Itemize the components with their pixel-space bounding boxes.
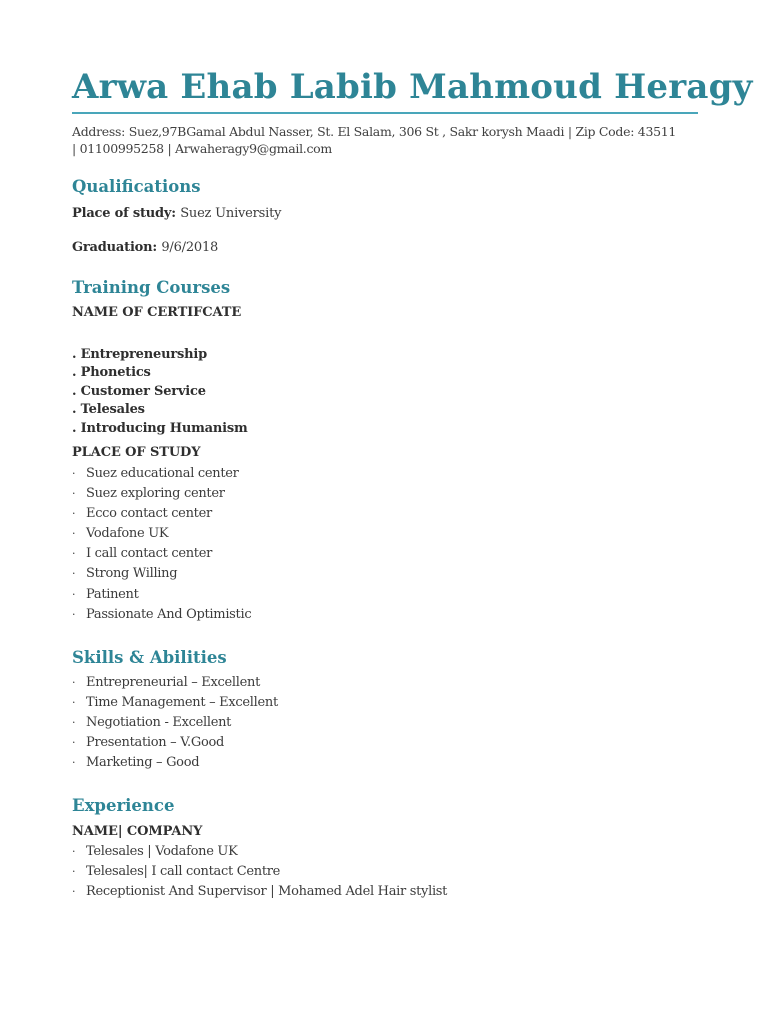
certificate-heading: NAME OF CERTIFCATE: [72, 305, 242, 320]
list-item: [72, 524, 251, 544]
list-item-text: Presentation – V.Good: [86, 735, 225, 751]
list-item: [72, 693, 278, 713]
list-item: [72, 544, 251, 564]
training-title: Training Courses: [72, 278, 231, 297]
list-item-text: Ecco contact center: [86, 506, 212, 522]
certificate-item: . Customer Service: [72, 383, 206, 399]
graduation-row: [72, 239, 218, 257]
list-item: [72, 882, 447, 902]
qualifications-title: Qualifications: [72, 177, 201, 196]
experience-list: [72, 842, 447, 902]
list-item: [72, 605, 251, 625]
list-item-text: Passionate And Optimistic: [86, 606, 252, 622]
bullet-icon: ·: [72, 587, 76, 601]
graduation-label: Graduation:: [72, 240, 162, 255]
list-item: [72, 484, 251, 504]
list-item: [72, 564, 251, 584]
list-item-text: Vodafone UK: [86, 526, 169, 542]
list-item-text: Telesales | Vodafone UK: [86, 844, 238, 859]
contact-line-2: | 01100995258 | Arwaheragy9@gmail.com: [72, 141, 332, 156]
bullet-icon: ·: [72, 607, 76, 621]
list-item: [72, 753, 278, 773]
resume-page: [72, 62, 753, 900]
certificate-item: . Phonetics: [72, 365, 151, 381]
bullet-icon: ·: [72, 885, 76, 899]
applicant-name: Arwa Ehab Labib Mahmoud Heragy: [72, 67, 753, 107]
list-item: [72, 464, 251, 484]
list-item-text: Strong Willing: [86, 566, 178, 582]
qualifications-section: [72, 176, 201, 198]
header-divider: [72, 112, 698, 114]
list-item-text: I call contact center: [86, 546, 213, 562]
list-item: [72, 733, 278, 753]
list-item: [72, 842, 447, 862]
place-of-study-heading: PLACE OF STUDY: [72, 445, 201, 460]
list-item: [72, 862, 447, 882]
list-item-text: Suez exploring center: [86, 486, 225, 502]
skills-list: [72, 673, 278, 773]
bullet-icon: ·: [72, 676, 76, 689]
certificate-item: . Telesales: [72, 402, 145, 418]
list-item-text: Marketing – Good: [86, 755, 200, 771]
list-item: [72, 504, 251, 524]
list-item-text: Suez educational center: [86, 466, 239, 481]
list-item: [72, 713, 278, 733]
list-item-text: Entrepreneurial – Excellent: [86, 675, 261, 690]
experience-section: [72, 795, 174, 817]
experience-title: Experience: [72, 796, 175, 815]
training-section: [72, 277, 230, 299]
bullet-icon: ·: [72, 547, 76, 561]
place-of-study-value: Suez University: [180, 206, 282, 221]
contact-info: [72, 123, 698, 157]
bullet-icon: ·: [72, 487, 76, 501]
certificate-item: . Entrepreneurship: [72, 347, 207, 362]
certificate-list: [72, 346, 248, 438]
bullet-icon: ·: [72, 845, 76, 858]
bullet-icon: ·: [72, 756, 76, 770]
bullet-icon: ·: [72, 467, 76, 480]
certificate-item: . Introducing Humanism: [72, 420, 248, 436]
place-of-study-label: Place of study:: [72, 206, 181, 221]
bullet-icon: ·: [72, 567, 76, 581]
place-of-study-row: [72, 205, 281, 223]
place-of-study-list: [72, 464, 251, 625]
experience-heading: NAME| COMPANY: [72, 824, 203, 839]
list-item: [72, 673, 278, 693]
bullet-icon: ·: [72, 736, 76, 750]
contact-line-1: Address: Suez,97BGamal Abdul Nasser, St. El Salam, 306 St , Sakr korysh Maadi | Zip Code: 43511: [72, 124, 677, 139]
bullet-icon: ·: [72, 527, 76, 541]
skills-title: Skills & Abilities: [72, 648, 227, 667]
bullet-icon: ·: [72, 716, 76, 730]
graduation-value: 9/6/2018: [161, 240, 219, 255]
bullet-icon: ·: [72, 696, 76, 710]
list-item-text: Negotiation - Excellent: [86, 715, 232, 731]
bullet-icon: ·: [72, 865, 76, 879]
skills-section: [72, 647, 227, 669]
list-item-text: Patinent: [86, 586, 139, 602]
bullet-icon: ·: [72, 507, 76, 521]
list-item-text: Time Management – Excellent: [86, 695, 278, 711]
list-item: [72, 585, 251, 605]
list-item-text: Receptionist And Supervisor | Mohamed Adel Hair stylist: [86, 884, 448, 900]
list-item-text: Telesales| I call contact Centre: [86, 864, 281, 880]
